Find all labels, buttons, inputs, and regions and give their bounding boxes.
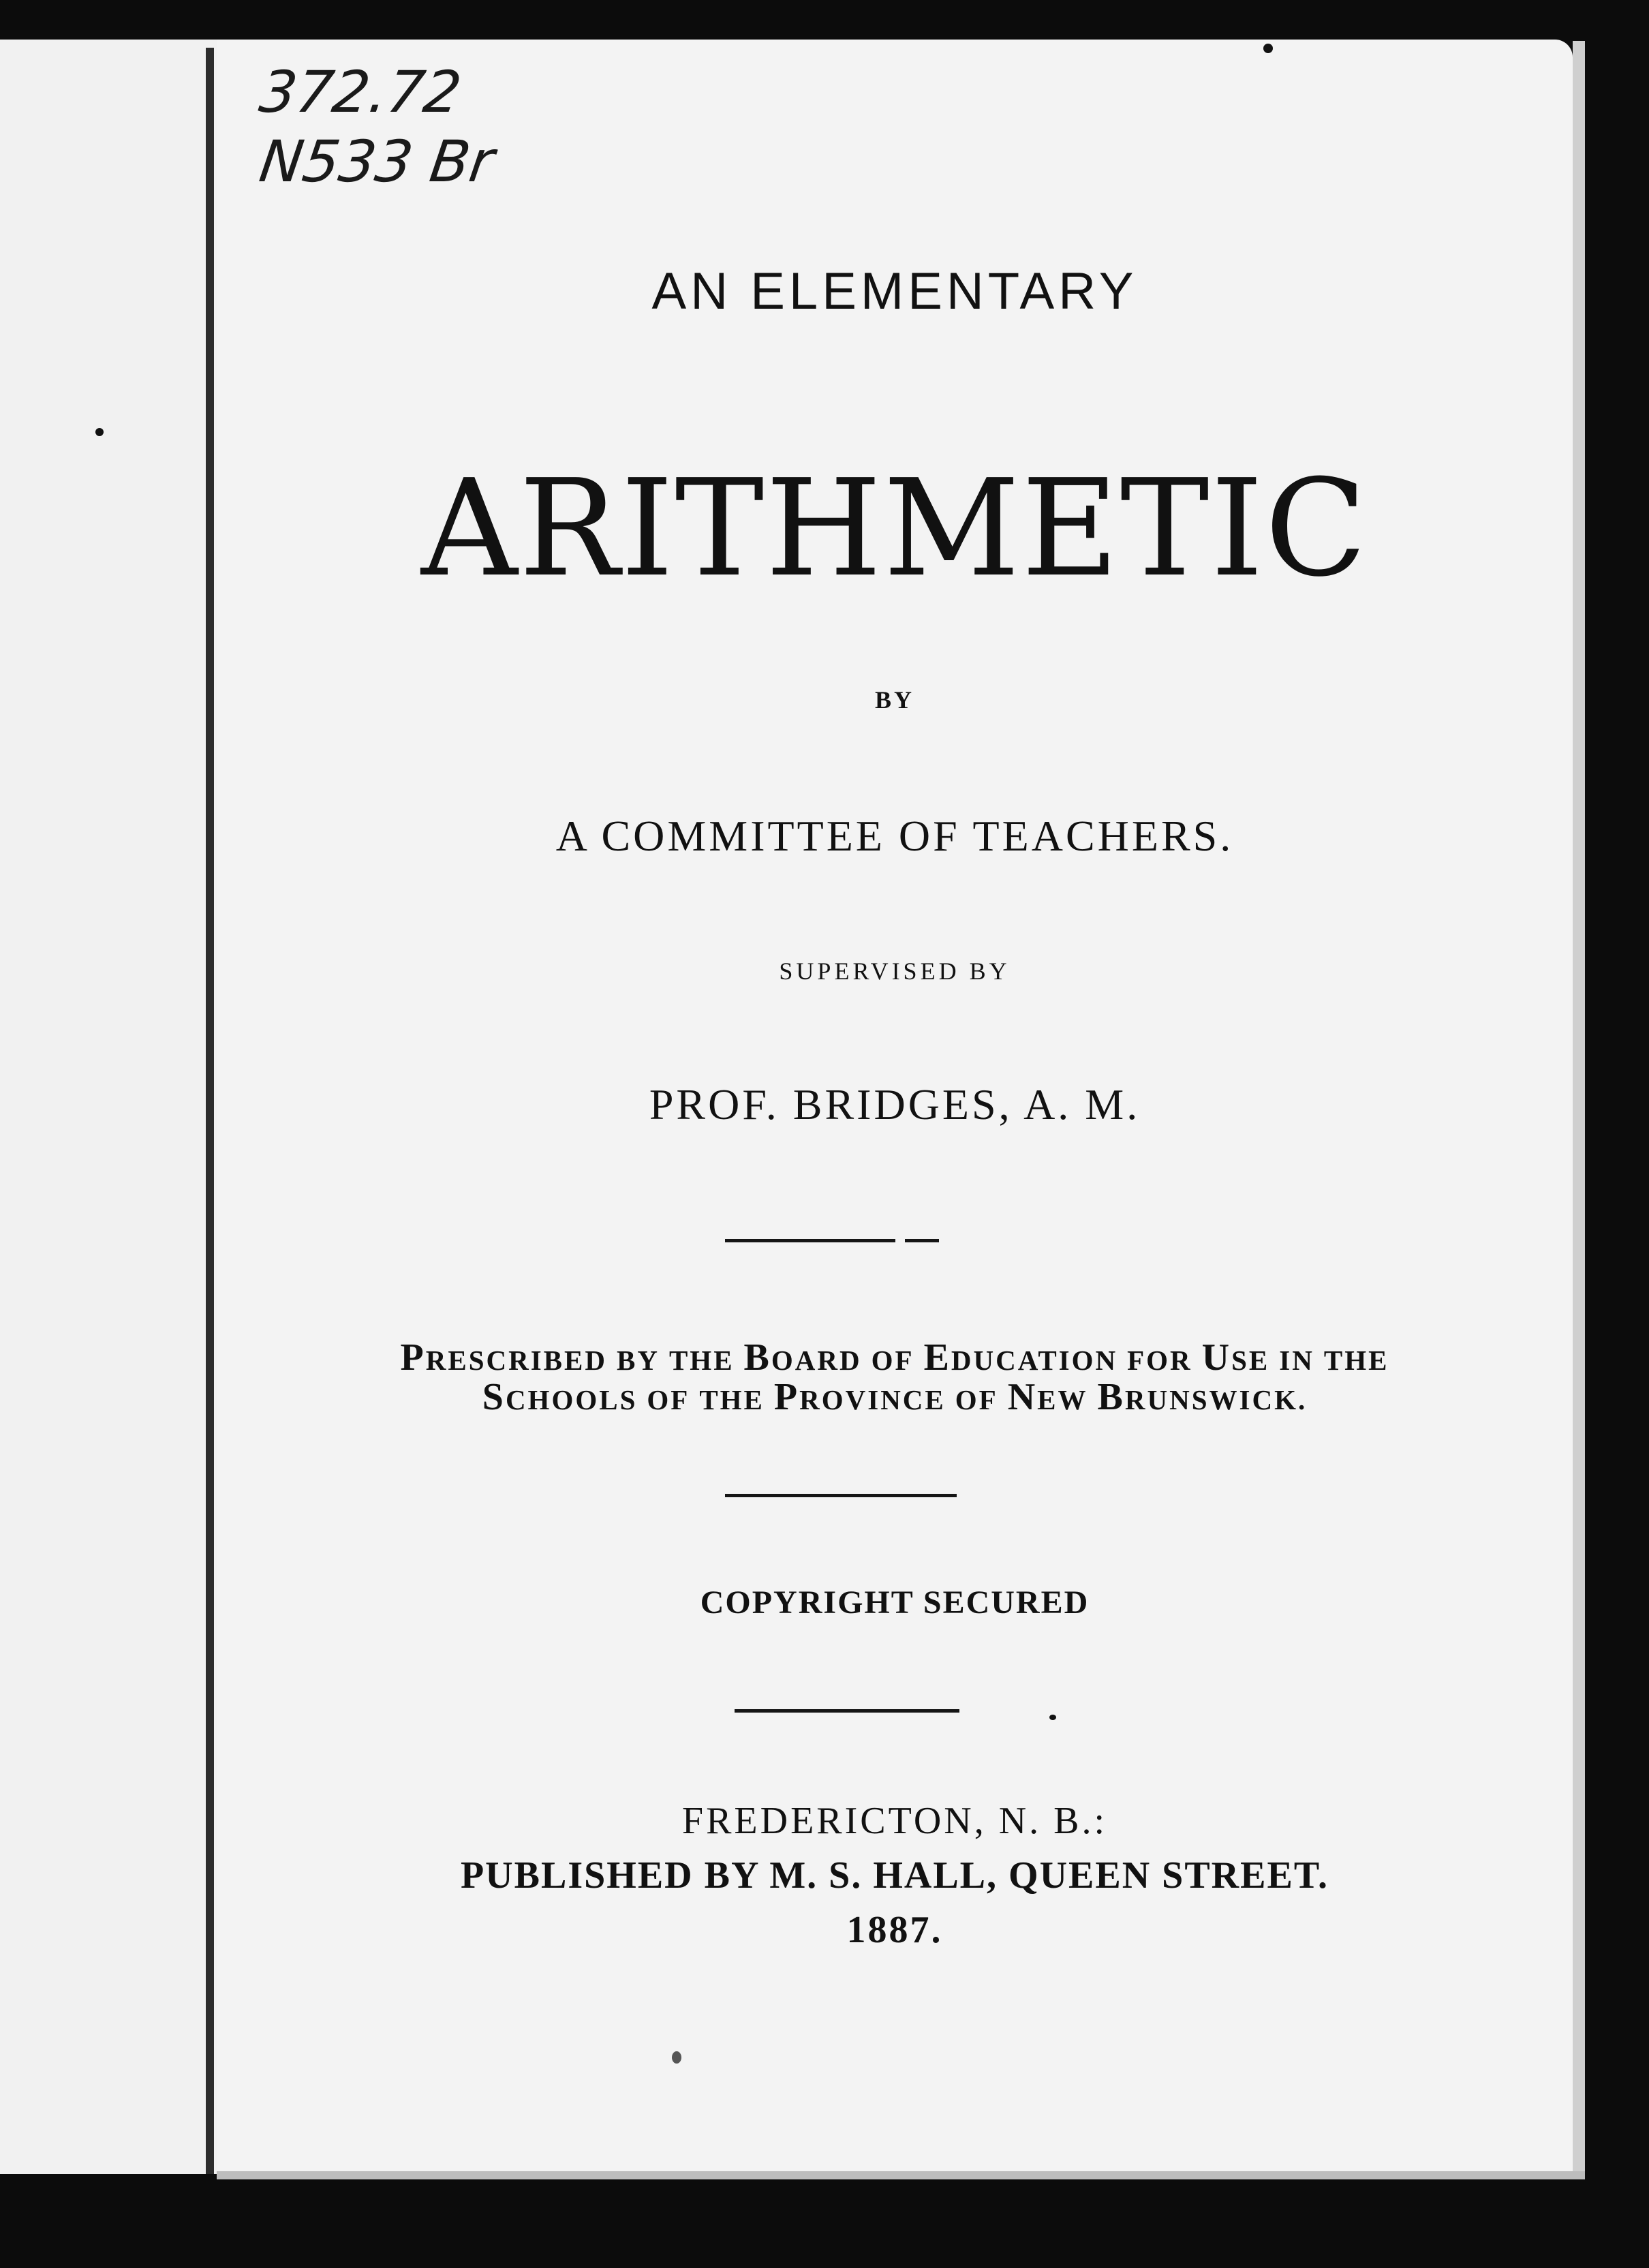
prescription-word: [699, 1384, 765, 1415]
prescription-word: [482, 1376, 638, 1418]
call-number-line-2: N533 Br: [256, 128, 498, 195]
prescription-word: [743, 1336, 862, 1379]
prescription-word: [1097, 1376, 1308, 1418]
prescription-rest: OF: [647, 1384, 690, 1415]
prescription-initial: S: [482, 1376, 506, 1418]
prescription-word: [668, 1345, 735, 1376]
prescription-word: [1323, 1345, 1389, 1376]
prescription-initial: E: [923, 1336, 951, 1379]
prescription-word: [400, 1336, 607, 1379]
prescription-word: [955, 1384, 998, 1415]
prescription-rest: THE: [668, 1345, 735, 1376]
by-label: BY: [874, 686, 914, 714]
prescription-rest: BY: [616, 1345, 660, 1376]
divider-rule-short: [905, 1239, 939, 1242]
prescription-rest: OF: [871, 1345, 914, 1376]
prescription-initial: B: [1097, 1376, 1125, 1418]
prescription-line-1: [217, 1336, 1573, 1379]
supervisor-line: PROF. BRIDGES, A. M.: [649, 1080, 1141, 1129]
binding-gutter: [206, 48, 214, 2174]
prescription-initial: N: [1007, 1376, 1038, 1418]
prescription-initial: P: [400, 1336, 426, 1379]
ink-speck: [672, 2051, 681, 2064]
prescription-word: [871, 1345, 914, 1376]
ink-speck: [1263, 44, 1273, 53]
prescription-word: [1127, 1345, 1192, 1376]
ink-speck: [1049, 1715, 1056, 1720]
book-title: ARITHMETIC: [420, 451, 1369, 607]
page-edge-bottom: [217, 2171, 1585, 2179]
facing-page-edge: [0, 40, 217, 2174]
author-line: A COMMITTEE OF TEACHERS.: [555, 812, 1234, 860]
prescription-word: [647, 1384, 690, 1415]
prescription-initial: B: [743, 1336, 771, 1379]
prescription-initial: P: [773, 1376, 800, 1418]
imprint-publisher: PUBLISHED BY M. S. HALL, QUEEN STREET.: [460, 1854, 1329, 1897]
pre-title: AN ELEMENTARY: [651, 262, 1138, 320]
copyright-notice: COPYRIGHT SECURED: [700, 1584, 1090, 1621]
prescription-word: [1007, 1376, 1088, 1418]
imprint-year: 1887.: [846, 1909, 943, 1951]
prescription-word: [923, 1336, 1118, 1379]
prescription-rest: THE: [1323, 1345, 1389, 1376]
prescription-rest: RUNSWICK.: [1124, 1384, 1308, 1415]
prescription-rest: IN: [1279, 1345, 1314, 1376]
prescription-rest: DUCATION: [951, 1345, 1118, 1376]
prescription-rest: RESCRIBED: [425, 1345, 607, 1376]
prescription-word: [1201, 1336, 1270, 1379]
prescription-rest: OARD: [771, 1345, 862, 1376]
prescription-rest: SE: [1231, 1345, 1270, 1376]
prescription-rest: ROVINCE: [799, 1384, 946, 1415]
prescription-line-2: [217, 1375, 1573, 1419]
divider-rule: [725, 1239, 895, 1242]
prescription-rest: FOR: [1127, 1345, 1192, 1376]
ink-speck: [95, 428, 104, 436]
divider-rule: [725, 1494, 957, 1497]
imprint-place: FREDERICTON, N. B.:: [681, 1800, 1108, 1842]
prescription-word: [616, 1345, 660, 1376]
prescription-rest: EW: [1037, 1384, 1088, 1415]
prescription-rest: THE: [699, 1384, 765, 1415]
prescription-word: [773, 1376, 946, 1418]
supervised-by-label: SUPERVISED BY: [779, 957, 1011, 985]
prescription-rest: OF: [955, 1384, 998, 1415]
call-number-line-1: 372.72: [256, 59, 465, 125]
prescription-initial: U: [1201, 1336, 1232, 1379]
divider-rule: [735, 1709, 959, 1713]
prescription-word: [1279, 1345, 1314, 1376]
page-edge-right: [1573, 41, 1585, 2174]
prescription-rest: CHOOLS: [505, 1384, 638, 1415]
